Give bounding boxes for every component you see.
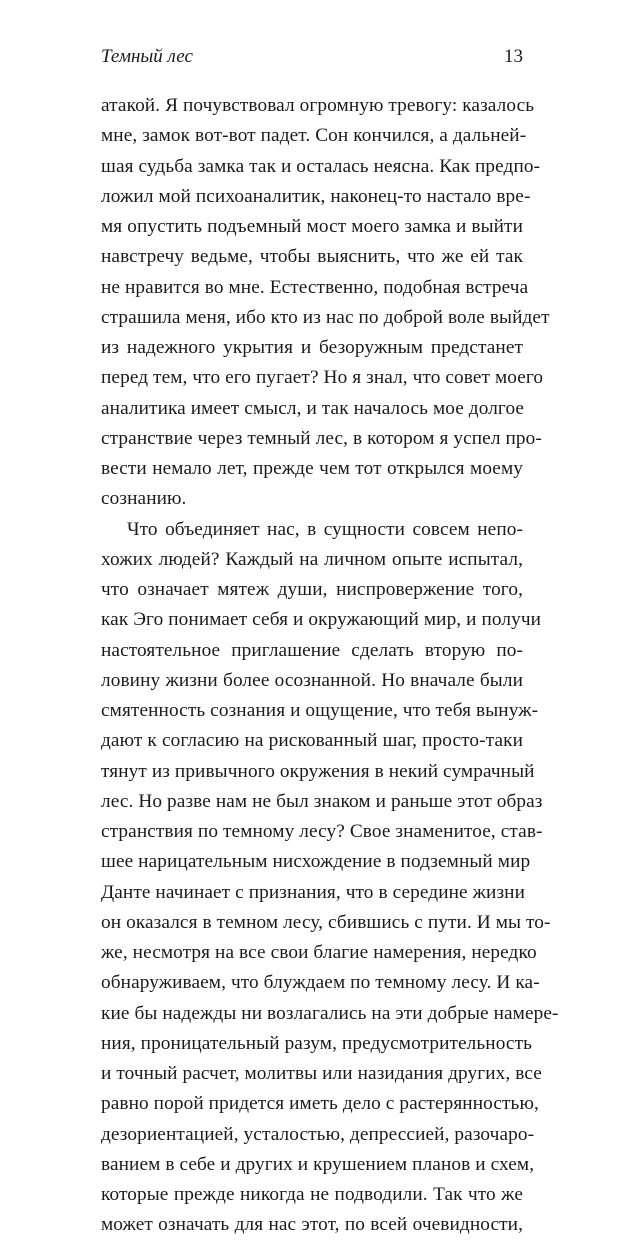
text-line: странствие через темный лес, в котором я успел про- (101, 427, 542, 449)
text-line: дают к согласию на рискованный шаг, просто-таки (101, 730, 523, 752)
text-line: шая судьба замка так и осталась неясна. Как предпо- (101, 155, 541, 177)
text-line: ложил мой психоаналитик, наконец-то настало вре- (101, 185, 531, 207)
text-line: мне, замок вот-вот падет. Сон кончился, а дальней- (101, 125, 527, 147)
text-line: дезориентацией, усталостью, депрессией, разочаро- (101, 1123, 535, 1145)
text-line: странствия по темному лесу? Свое знаменитое, став- (101, 821, 543, 842)
text-line: атакой. Я почувствовал огромную тревогу: казалось (101, 95, 535, 116)
text-line: ловину жизни более осознанной. Но вначале были (101, 669, 523, 691)
paragraph-end-line: сознанию. (101, 488, 187, 510)
text-line: вести немало лет, прежде чем тот открылся моему (101, 458, 523, 479)
text-line: из надежного укрытия и безоружным предстанет (101, 337, 523, 358)
text-line: кие бы надежды ни возлагались на эти добрые намере- (101, 1002, 559, 1024)
text-line: хожих людей? Каждый на личном опыте испытал, (101, 548, 523, 570)
text-line: что означает мятеж души, ниспровержение того, (101, 579, 523, 600)
text-line: навстречу ведьме, чтобы выяснить, что же ей так (101, 246, 523, 268)
text-line: мя опустить подъемный мост моего замка и выйти (101, 216, 523, 237)
running-head (101, 44, 523, 70)
text-line: же, несмотря на все свои благие намерения, нередко (101, 942, 537, 963)
text-line: он оказался в темном лесу, сбившись с пути. И мы то- (101, 911, 551, 933)
text-line: аналитика имеет смысл, и так началось мое долгое (101, 397, 525, 419)
text-line: лес. Но разве нам не был знаком и раньше этот образ (101, 790, 543, 812)
text-line: ванием в себе и других и крушением планов и схем, (101, 1153, 535, 1175)
text-line: не нравится во мне. Естественно, подобная встреча (101, 276, 529, 298)
text-line: шее нарицательным нисхождение в подземный мир (101, 851, 531, 873)
text-line: может означать для нас этот, по всей очевидности, (101, 1214, 523, 1236)
text-line: страшила меня, ибо кто из нас по доброй воле выйдет (101, 306, 550, 328)
text-line: Данте начинает с признания, что в середине жизни (101, 881, 525, 903)
running-title: Темный лес (101, 46, 193, 67)
text-line: ния, проницательный разум, предусмотрительность (101, 1032, 533, 1054)
page-number: 13 (504, 46, 523, 67)
text-line: и точный расчет, молитвы или назидания других, все (101, 1063, 542, 1084)
text-line: равно порой придется иметь дело с растерянностью, (101, 1093, 539, 1115)
text-line: обнаруживаем, что блуждаем по темному лесу. И ка- (101, 972, 540, 994)
text-line: смятенность сознания и ощущение, что тебя вынуж- (101, 700, 539, 721)
body-text (101, 91, 559, 1241)
text-line: как Эго понимает себя и окружающий мир, и получи (101, 609, 542, 631)
text-line: перед тем, что его пугает? Но я знал, что совет моего (101, 367, 544, 389)
text-line: тянут из привычного окружения в некий сумрачный (101, 760, 535, 782)
text-line: которые прежде никогда не подводили. Так что же (101, 1184, 523, 1205)
text-line: настоятельное приглашение сделать вторую по- (101, 639, 523, 661)
paragraph-first-line: Что объединяет нас, в сущности совсем непо- (127, 518, 523, 540)
